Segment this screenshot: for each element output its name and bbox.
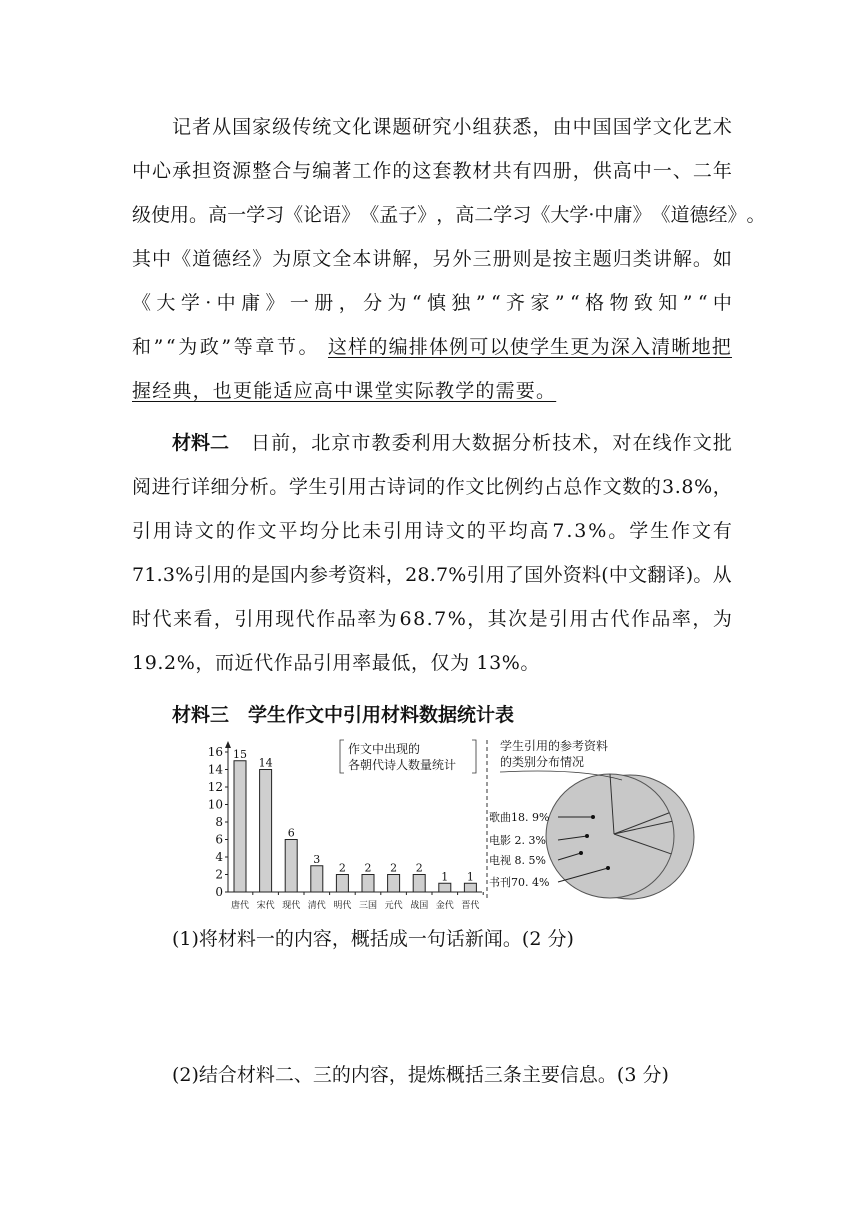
pie-front-face xyxy=(546,774,674,898)
question-2: (2)结合材料二、三的内容，提炼概括三条主要信息。(3 分) xyxy=(172,1064,669,1086)
material-two-last-text: 19.2%，而近代作品引用率最低，仅为 13%。 xyxy=(132,652,541,674)
bar-title-line-2: 各朝代诗人数量统计 xyxy=(348,758,457,772)
bar xyxy=(413,875,425,893)
material-one-line-6 xyxy=(132,336,732,358)
material-one-line-1: 记 者 从 国 家 级 传 统 文 化 课 题 研 究 小 组 获 悉 ， 由 中 国 国 学 文 化 艺 术 xyxy=(172,116,732,138)
pie-slice-label: 电影 2. 3% xyxy=(489,834,546,847)
bar xyxy=(464,883,476,892)
pie-slice-label: 电视 8. 5% xyxy=(489,854,546,867)
bar xyxy=(388,875,400,893)
pie-chart-title xyxy=(500,738,622,780)
pie-slice-marker xyxy=(591,815,595,819)
bar-value-label: 14 xyxy=(258,756,273,770)
bar xyxy=(336,875,348,893)
pie-title-line-2: 的类别分布情况 xyxy=(500,755,585,769)
bar-category-label: 宋代 xyxy=(256,901,275,911)
bar-value-label: 2 xyxy=(364,861,372,875)
bar-chart-title xyxy=(340,740,476,773)
bar-y-tick-label: 14 xyxy=(207,762,223,777)
material-one-line-5: 《 大 学 · 中 庸 》 一 册 ， 分 为 “ 慎 独 ” “ 齐 家 ” “ 格 物 致 知 ” “ 中 xyxy=(132,292,732,314)
material-two-line-3: 引 用 诗 文 的 作 文 平 均 分 比 未 引 用 诗 文 的 平 均 高 7 . 3 % 。 学 生 作 文 有 xyxy=(132,520,732,542)
bar-category-label: 晋代 xyxy=(461,901,480,911)
bar xyxy=(285,840,297,893)
material-one-underlined-sentence: 这样的编排体例可以使学生更为深入清晰地把 xyxy=(327,336,732,358)
question-1: (1)将材料一的内容，概括成一句话新闻。(2 分) xyxy=(172,928,574,950)
bar-value-label: 1 xyxy=(466,870,474,884)
bar-category-label: 金代 xyxy=(435,901,454,911)
material-one-line-7 xyxy=(132,380,732,402)
pie-slice-label: 书刊70. 4% xyxy=(489,876,550,889)
bar-y-tick-label: 0 xyxy=(215,885,223,899)
bar-category-label: 现代 xyxy=(282,901,301,911)
material-three-heading: 材料三 学生作文中引用材料数据统计表 xyxy=(172,704,515,726)
material-two-line-6 xyxy=(132,652,732,674)
bar-value-label: 2 xyxy=(390,861,398,875)
bar-category-label: 唐代 xyxy=(230,901,250,911)
material-two-label: 材料二 xyxy=(172,432,230,454)
bar-value-label: 2 xyxy=(415,861,423,875)
bar xyxy=(439,883,451,892)
material-two-line-1 xyxy=(172,432,732,454)
bar-y-tick-label: 16 xyxy=(207,745,223,759)
bar xyxy=(260,770,272,893)
pie-slice-marker xyxy=(585,834,589,838)
material-one-line-4: 其 中 《 道 德 经 》 为 原 文 全 本 讲 解 ， 另 外 三 册 则 是 按 主 题 归 类 讲 解 。 如 xyxy=(132,248,732,270)
material-one-underlined-sentence-end: 握经典，也更能适应高中课堂实际教学的需要。 xyxy=(132,380,557,402)
reference-type-pie-chart xyxy=(489,738,694,899)
material-one-line-3: 级 使 用 。 高 一 学 习 《 论 语 》 《 孟 子 》 ， 高 二 学 习 《 大 学 · 中 庸 》 《 道 德 经 》 。 xyxy=(132,204,766,226)
bar-y-tick-label: 12 xyxy=(207,780,223,794)
bar-category-label: 明代 xyxy=(333,901,352,911)
bar xyxy=(234,761,246,892)
bar-y-tick-label: 10 xyxy=(207,797,223,812)
bar-y-axis-arrow xyxy=(225,741,231,748)
bar-value-label: 6 xyxy=(287,826,295,840)
bar-category-label: 元代 xyxy=(384,901,403,911)
material-one-line-2: 中 心 承 担 资 源 整 合 与 编 著 工 作 的 这 套 教 材 共 有 四 册 ， 供 高 中 一 、 二 年 xyxy=(132,160,732,182)
bar-value-label: 15 xyxy=(233,747,247,761)
material-two-line-2: 阅 进 行 详 细 分 析 。 学 生 引 用 古 诗 词 的 作 文 比 例 约 占 总 作 文 数 的 3 . 8 % ， xyxy=(132,476,732,498)
material-three-charts xyxy=(196,738,700,914)
material-one-line-6-plain: 和”“为政”等章节。 xyxy=(132,336,321,358)
bar-category-label: 清代 xyxy=(307,901,326,911)
material-two-first-text: 日 前 ， 北 京 市 教 委 利 用 大 数 据 分 析 技 术 ， 对 在 线 作 文 批 xyxy=(251,432,732,454)
material-two-line-5: 时 代 来 看 ， 引 用 现 代 作 品 率 为 6 8 . 7 % ， 其 次 是 引 用 古 代 作 品 率 ， 为 xyxy=(132,608,732,630)
bar-value-label: 1 xyxy=(441,870,449,884)
pie-slice-marker xyxy=(606,866,610,870)
pie-slice-label: 歌曲18. 9% xyxy=(489,811,550,824)
bar-value-label: 3 xyxy=(313,852,321,866)
bar-title-bracket-right xyxy=(472,740,476,773)
bar-category-label: 战国 xyxy=(410,901,429,911)
bar-category-label: 三国 xyxy=(358,901,378,911)
bar-title-bracket-left xyxy=(340,740,344,773)
pie-slice-marker xyxy=(579,851,583,855)
pie-title-line-1: 学生引用的参考资料 xyxy=(500,739,609,753)
bar xyxy=(311,866,323,892)
bar xyxy=(362,875,374,893)
bar-y-tick-label: 4 xyxy=(215,850,223,864)
bar-y-tick-label: 8 xyxy=(215,815,223,829)
bar-y-tick-label: 2 xyxy=(215,867,223,882)
bar-title-line-1: 作文中出现的 xyxy=(348,742,421,756)
material-two-line-4: 7 1 . 3 % 引 用 的 是 国 内 参 考 资 料 ， 2 8 . 7 % 引 用 了 国 外 资 料 ( 中 文 翻 译 ) 。 从 xyxy=(132,564,732,586)
bar-y-tick-label: 6 xyxy=(215,832,223,847)
bar-value-label: 2 xyxy=(338,861,346,875)
poet-count-bar-chart xyxy=(208,740,483,911)
